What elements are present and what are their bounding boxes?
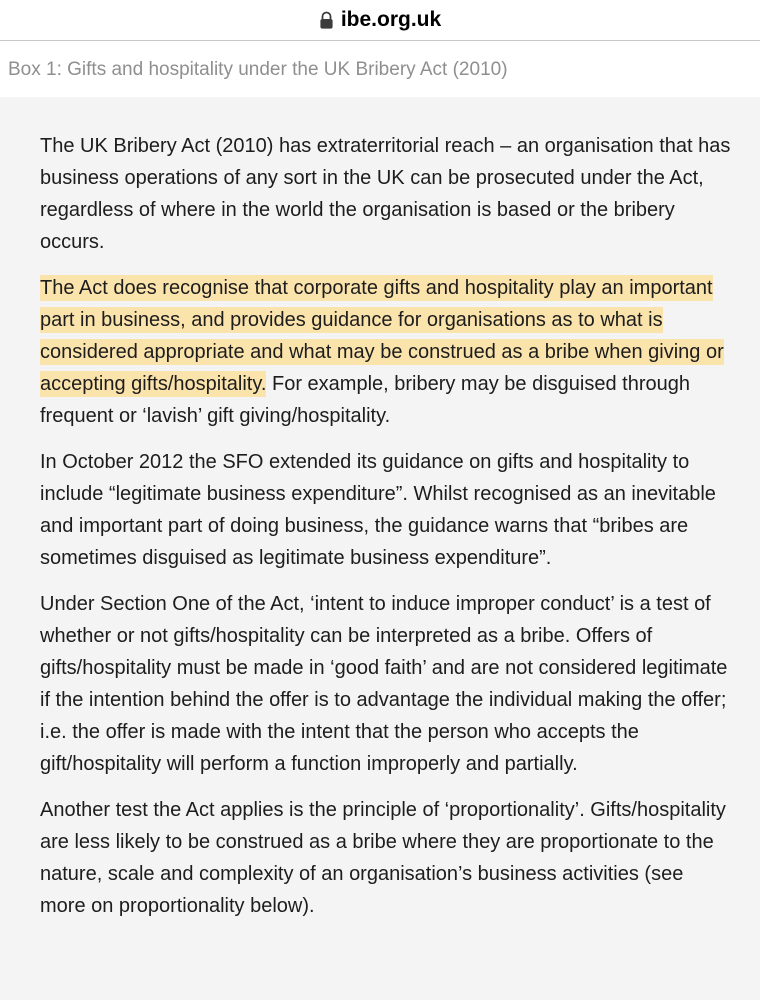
paragraph-sfo-guidance: In October 2012 the SFO extended its guidance on gifts and hospitality to include “legitimate business expenditure”. Whilst recognised as an inevitable and important part of doing business, the guidance warns that “bribes are sometimes disguised as legitimate business expenditure”. <box>40 451 716 569</box>
grey-content-box <box>0 97 760 1000</box>
highlighted-text: The Act does recognise that corporate gifts and hospitality play an important part in business, and provides guidance for organisations as to what is considered appropriate and what may be construed as a bribe when giving or accepting gifts/hospitality. <box>40 277 724 395</box>
browser-address-bar <box>0 0 760 41</box>
url-field[interactable] <box>313 7 447 33</box>
paragraph-gifts-recognition-rest: For example, bribery may be disguised through frequent or ‘lavish’ gift giving/hospitality. <box>40 373 690 427</box>
paragraph-proportionality: Another test the Act applies is the principle of ‘proportionality’. Gifts/hospitality are less likely to be construed as a bribe where they are proportionate to the nature, scale and complexity of an organisation’s business activities (see more on proportionality below). <box>40 799 726 917</box>
paragraph-section-one: Under Section One of the Act, ‘intent to induce improper conduct’ is a test of whether or not gifts/hospitality can be interpreted as a bribe. Offers of gifts/hospitality must be made in ‘good faith’ and are not considered legitimate if the intention behind the offer is to advantage the individual making the offer; i.e. the offer is made with the intent that the person who accepts the gift/hospitality will perform a function improperly and partially. <box>40 593 728 775</box>
paragraph-extraterritorial: The UK Bribery Act (2010) has extraterritorial reach – an organisation that has business operations of any sort in the UK can be prosecuted under the Act, regardless of where in the world the organisation is based or the bribery occurs. <box>40 135 731 253</box>
lock-icon <box>319 11 334 30</box>
paragraph-gifts-recognition <box>40 272 732 432</box>
box-caption-heading: Box 1: Gifts and hospitality under the UK Bribery Act (2010) <box>0 41 760 97</box>
url-text: ibe.org.uk <box>340 8 442 31</box>
